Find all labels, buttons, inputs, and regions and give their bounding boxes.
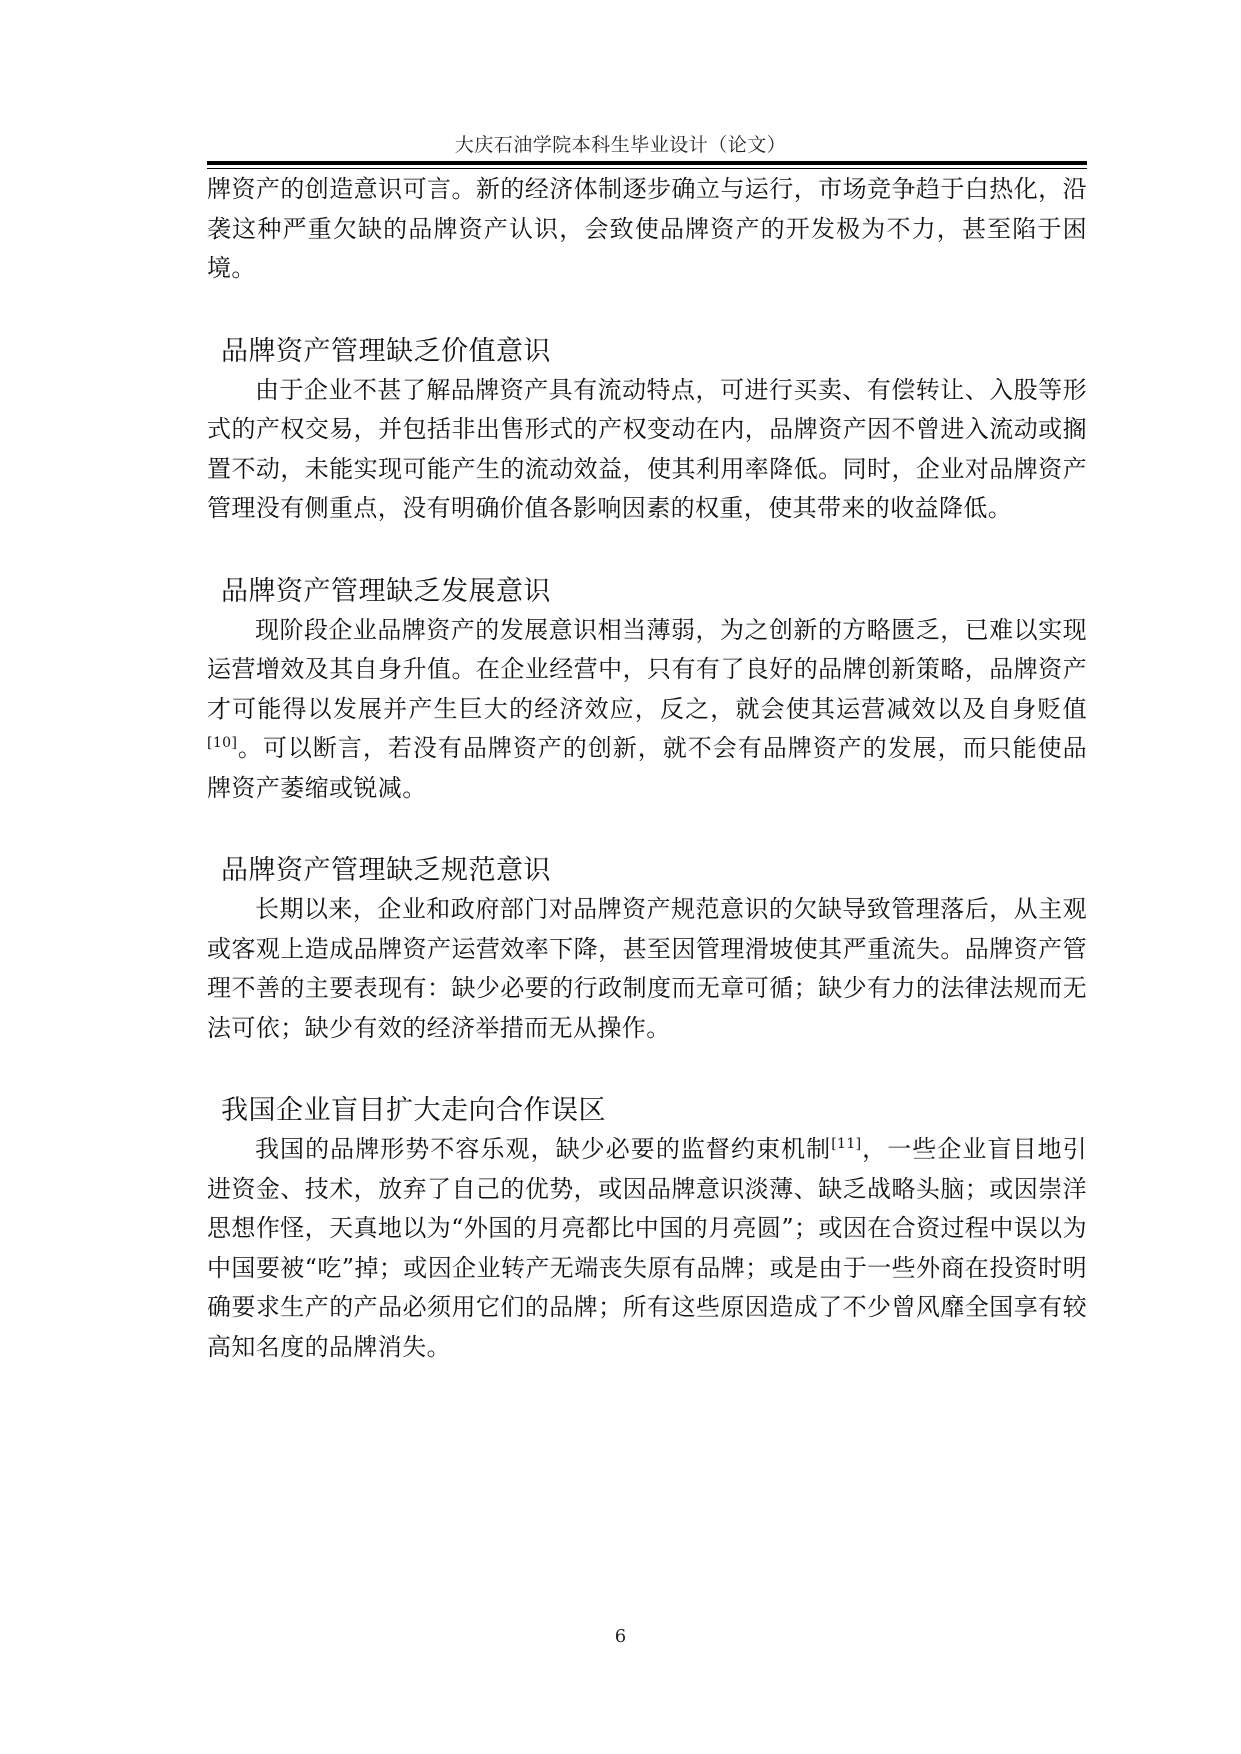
- header-rule-thin: [207, 168, 1087, 169]
- body-text: ，一些企业盲目地引进资金、技术，放弃了自己的优势，或因品牌意识淡薄、缺乏战略头脑；或因崇洋思想作怪，天真地以为“外国的月亮都比中国的月亮圆”；或因在合资过程中误以为中国要被“吃”掉；或因企业转产无端丧失原有品牌；或是由于一些外商在投资时明确要求生产的产品必须用它们的品牌；所有这些原因造成了不少曾风靡全国享有较高知名度的品牌消失。: [207, 1135, 1087, 1361]
- section-heading-cooperation: 我国企业盲目扩大走向合作误区: [221, 1095, 606, 1126]
- section-body-development: [207, 611, 1087, 809]
- header-rule-thick: [207, 161, 1087, 165]
- section-heading-development: 品牌资产管理缺乏发展意识: [221, 575, 551, 607]
- citation-ref: [11]: [831, 1136, 862, 1152]
- section-body-norms: 长期以来，企业和政府部门对品牌资产规范意识的欠缺导致管理落后，从主观或客观上造成品牌资产运营效率下降，甚至因管理滑坡使其严重流失。品牌资产管理不善的主要表现有：缺少必要的行政制度而无章可循；缺少有力的法律法规而无法可依；缺少有效的经济举措而无从操作。: [207, 895, 1087, 1042]
- body-text: 现阶段企业品牌资产的发展意识相当薄弱，为之创新的方略匮乏，已难以实现运营增效及其自身升值。在企业经营中，只有有了良好的品牌创新策略，品牌资产才可能得以发展并产生巨大的经济效应，反之，就会使其运营减效以及自身贬值: [207, 615, 1087, 723]
- spacer: [207, 808, 1087, 852]
- body-text: 。可以断言，若没有品牌资产的创新，就不会有品牌资产的发展，而只能使品牌资产萎缩或锐减。: [207, 734, 1087, 802]
- section-body-cooperation: [207, 1130, 1087, 1367]
- section-heading-value: 品牌资产管理缺乏价值意识: [221, 335, 551, 367]
- section-heading-norms: 品牌资产管理缺乏规范意识: [221, 855, 551, 886]
- body-text: 我国的品牌形势不容乐观，缺少必要的监督约束机制: [255, 1135, 832, 1163]
- spacer: [207, 289, 1087, 333]
- section-body-value: 由于企业不甚了解品牌资产具有流动特点，可进行买卖、有偿转让、入股等形式的产权交易，并包括非出售形式的产权变动在内，品牌资产因不曾进入流动或搁置不动，未能实现可能产生的流动效益，使其利用率降低。同时，企业对品牌资产管理没有侧重点，没有明确价值各影响因素的权重，使其带来的收益降低。: [207, 375, 1087, 522]
- page-number: 6: [614, 1626, 627, 1647]
- body-content: [207, 170, 1087, 1367]
- citation-ref: [10]: [207, 735, 238, 751]
- spacer: [207, 1048, 1087, 1092]
- intro-paragraph: 牌资产的创造意识可言。新的经济体制逐步确立与运行，市场竞争趋于白热化，沿袭这种严重欠缺的品牌资产认识，会致使品牌资产的开发极为不力，甚至陷于困境。: [207, 175, 1087, 282]
- running-header: 大庆石油学院本科生毕业设计（论文）: [454, 134, 787, 156]
- spacer: [207, 529, 1087, 573]
